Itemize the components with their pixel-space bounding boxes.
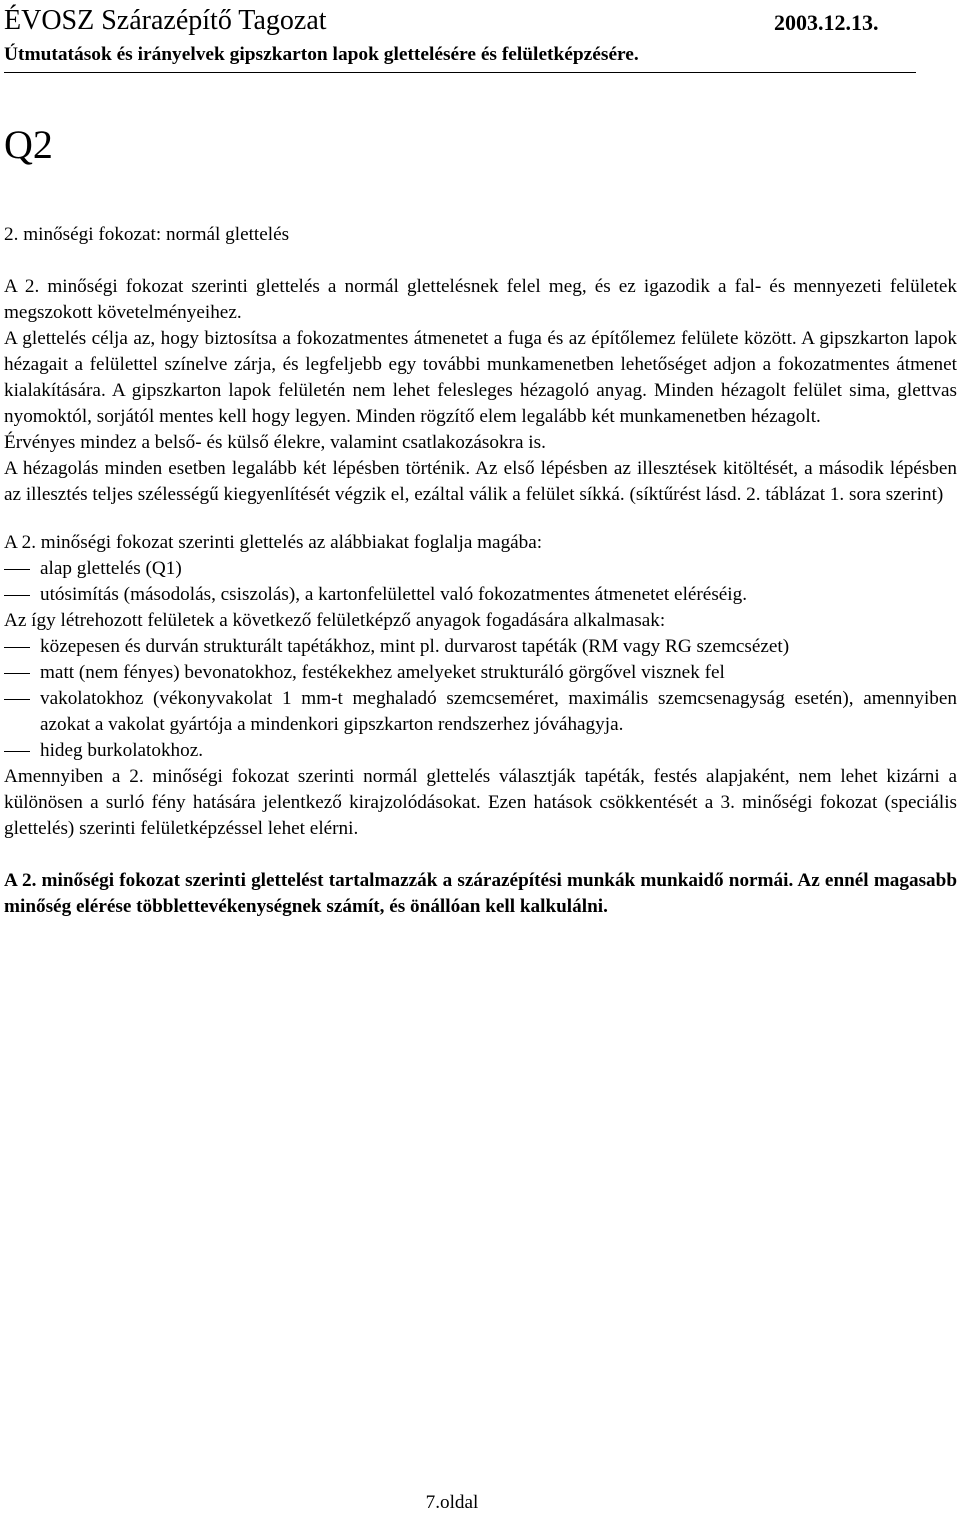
list-item: matt (nem fényes) bevonatokhoz, festékekhez amelyeket strukturáló görgővel visznek fel (4, 660, 957, 686)
header-date: 2003.12.13. (774, 10, 879, 35)
list-item: közepesen és durván strukturált tapétákhoz, mint pl. durvarost tapéták (RM vagy RG szemcsézet) (4, 634, 957, 660)
dash-bullet (4, 751, 30, 752)
paragraph-purpose: A glettelés célja az, hogy biztosítsa a fokozatmentes átmenetet a fuga és az építőlemez felülete között. A gipszkarton lapok hézagait a felülettel színelve zárja, és legfeljebb egy további munkamenetben lehetőséget adjon a fokozatmentes átmenet kialakítására. A gipszkarton lapok felületén nem lehet felesleges hézagoló anyag. Minden hézagolt felület sima, glettvas nyomoktól, sorjától mentes kell hogy legyen. Minden rögzítő elem legalább két munkamenetben hézagolt. (4, 328, 957, 427)
paragraph-bold-note: A 2. minőségi fokozat szerinti glettelést tartalmazzák a szárazépítési munkák munkaidő normái. Az ennél magasabb minőség elérése többlettevékenységnek számít, és önállóan kell kalkulálni. (4, 870, 957, 917)
paragraph-edges: Érvényes mindez a belső- és külső élekre, valamint csatlakozásokra is. (4, 432, 546, 453)
list-item: utósimítás (másodolás, csiszolás), a kartonfelülettel való fokozatmentes átmenetet eléréséig. (4, 582, 957, 608)
paragraph-limitations: Amennyiben a 2. minőségi fokozat szerinti normál glettelés választják tapéták, festés alapjaként, nem lehet kizárni a különösen a surló fény hatására jelentkező kirajzolódásokat. Ezen hatások csökkentését a 3. minőségi fokozat (speciális glettelés) szerinti felületképzéssel lehet elérni. (4, 766, 957, 839)
list-item: hideg burkolatokhoz. (4, 738, 957, 764)
dash-bullet (4, 647, 30, 648)
paragraph-steps: A hézagolás minden esetben legalább két lépésben történik. Az első lépésben az illesztések kitöltését, a második lépésben az illesztés teljes szélességű kiegyenlítését végzik el, ezáltal válik a felület síkká. (síktűrést lásd. 2. táblázat 1. sora szerint) (4, 458, 957, 505)
dash-bullet (4, 673, 30, 674)
paragraph-intro: A 2. minőségi fokozat szerinti glettelés a normál glettelésnek felel meg, és ez igazodik a fal- és mennyezeti felületek megszokott követelményeihez. (4, 276, 957, 323)
paragraph-suitable: Az így létrehozott felületek a következő felületképző anyagok fogadására alkalmasak: (4, 610, 666, 631)
suitable-list (4, 634, 957, 764)
document-body (4, 218, 957, 920)
section-heading: 2. minőségi fokozat: normál glettelés (4, 224, 290, 245)
section-code: Q2 (4, 122, 53, 167)
list-item: vakolatokhoz (vékonyvakolat 1 mm-t meghaladó szemcseméret, maximális szemcsenagyság esetén), amennyiben azokat a vakolat gyártója a mindenkori gipszkarton rendszerhez jóváhagyja. (4, 686, 957, 738)
dash-bullet (4, 595, 30, 596)
list-item: alap glettelés (Q1) (4, 556, 957, 582)
dash-bullet (4, 699, 30, 700)
dash-bullet (4, 569, 30, 570)
paragraph-includes: A 2. minőségi fokozat szerinti glettelés az alábbiakat foglalja magába: (4, 532, 543, 553)
header-subtitle: Útmutatások és irányelvek gipszkarton lapok glettelésére és felületképzésére. (4, 40, 916, 73)
page-number: 7.oldal (425, 1492, 479, 1513)
header-title: ÉVOSZ Szárazépítő Tagozat (4, 5, 327, 36)
includes-list (4, 556, 957, 608)
